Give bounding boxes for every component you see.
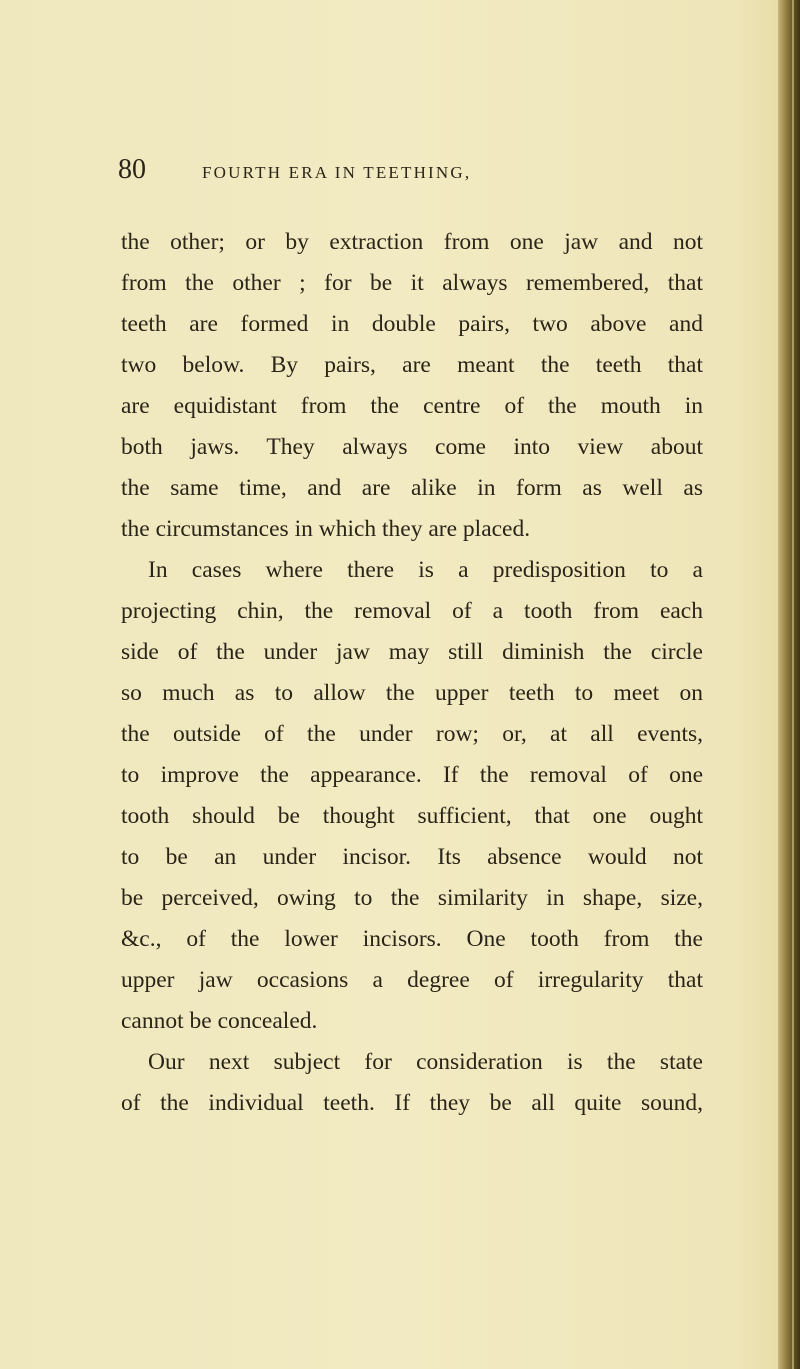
- text-line: two below. By pairs, are meant the teeth that: [121, 352, 703, 378]
- page-header: [0, 150, 800, 190]
- text-line: tooth should be thought sufficient, that one ought: [121, 803, 703, 829]
- text-line: to be an under incisor. Its absence would not: [121, 844, 703, 870]
- text-line: are equidistant from the centre of the mouth in: [121, 393, 703, 419]
- paragraph-start-line: Our next subject for consideration is the state: [148, 1049, 703, 1075]
- body-text: [121, 222, 703, 1124]
- page-edge-shadow: [778, 0, 800, 1369]
- text-line: the other; or by extraction from one jaw and not: [121, 229, 703, 255]
- text-line: both jaws. They always come into view about: [121, 434, 703, 460]
- text-line: of the individual teeth. If they be all quite sound,: [121, 1090, 703, 1116]
- paragraph-end-line: cannot be concealed.: [121, 1008, 318, 1034]
- paragraph-start-line: In cases where there is a predisposition to a: [148, 557, 703, 583]
- text-line: upper jaw occasions a degree of irregularity that: [121, 967, 703, 993]
- text-line: the same time, and are alike in form as well as: [121, 475, 703, 501]
- page-edge-highlight: [792, 0, 794, 1369]
- text-line: &c., of the lower incisors. One tooth from the: [121, 926, 703, 952]
- text-line: teeth are formed in double pairs, two above and: [121, 311, 703, 337]
- text-line: the outside of the under row; or, at all events,: [121, 721, 703, 747]
- text-line: so much as to allow the upper teeth to meet on: [121, 680, 703, 706]
- text-line: to improve the appearance. If the removal of one: [121, 762, 703, 788]
- text-line: be perceived, owing to the similarity in shape, size,: [121, 885, 703, 911]
- text-line: from the other ; for be it always remembered, that: [121, 270, 703, 296]
- paragraph-end-line: the circumstances in which they are placed.: [121, 516, 531, 542]
- running-head: FOURTH ERA IN TEETHING,: [202, 163, 472, 182]
- text-line: projecting chin, the removal of a tooth from each: [121, 598, 703, 624]
- text-line: side of the under jaw may still diminish the circle: [121, 639, 703, 665]
- page-number: 80: [118, 154, 146, 185]
